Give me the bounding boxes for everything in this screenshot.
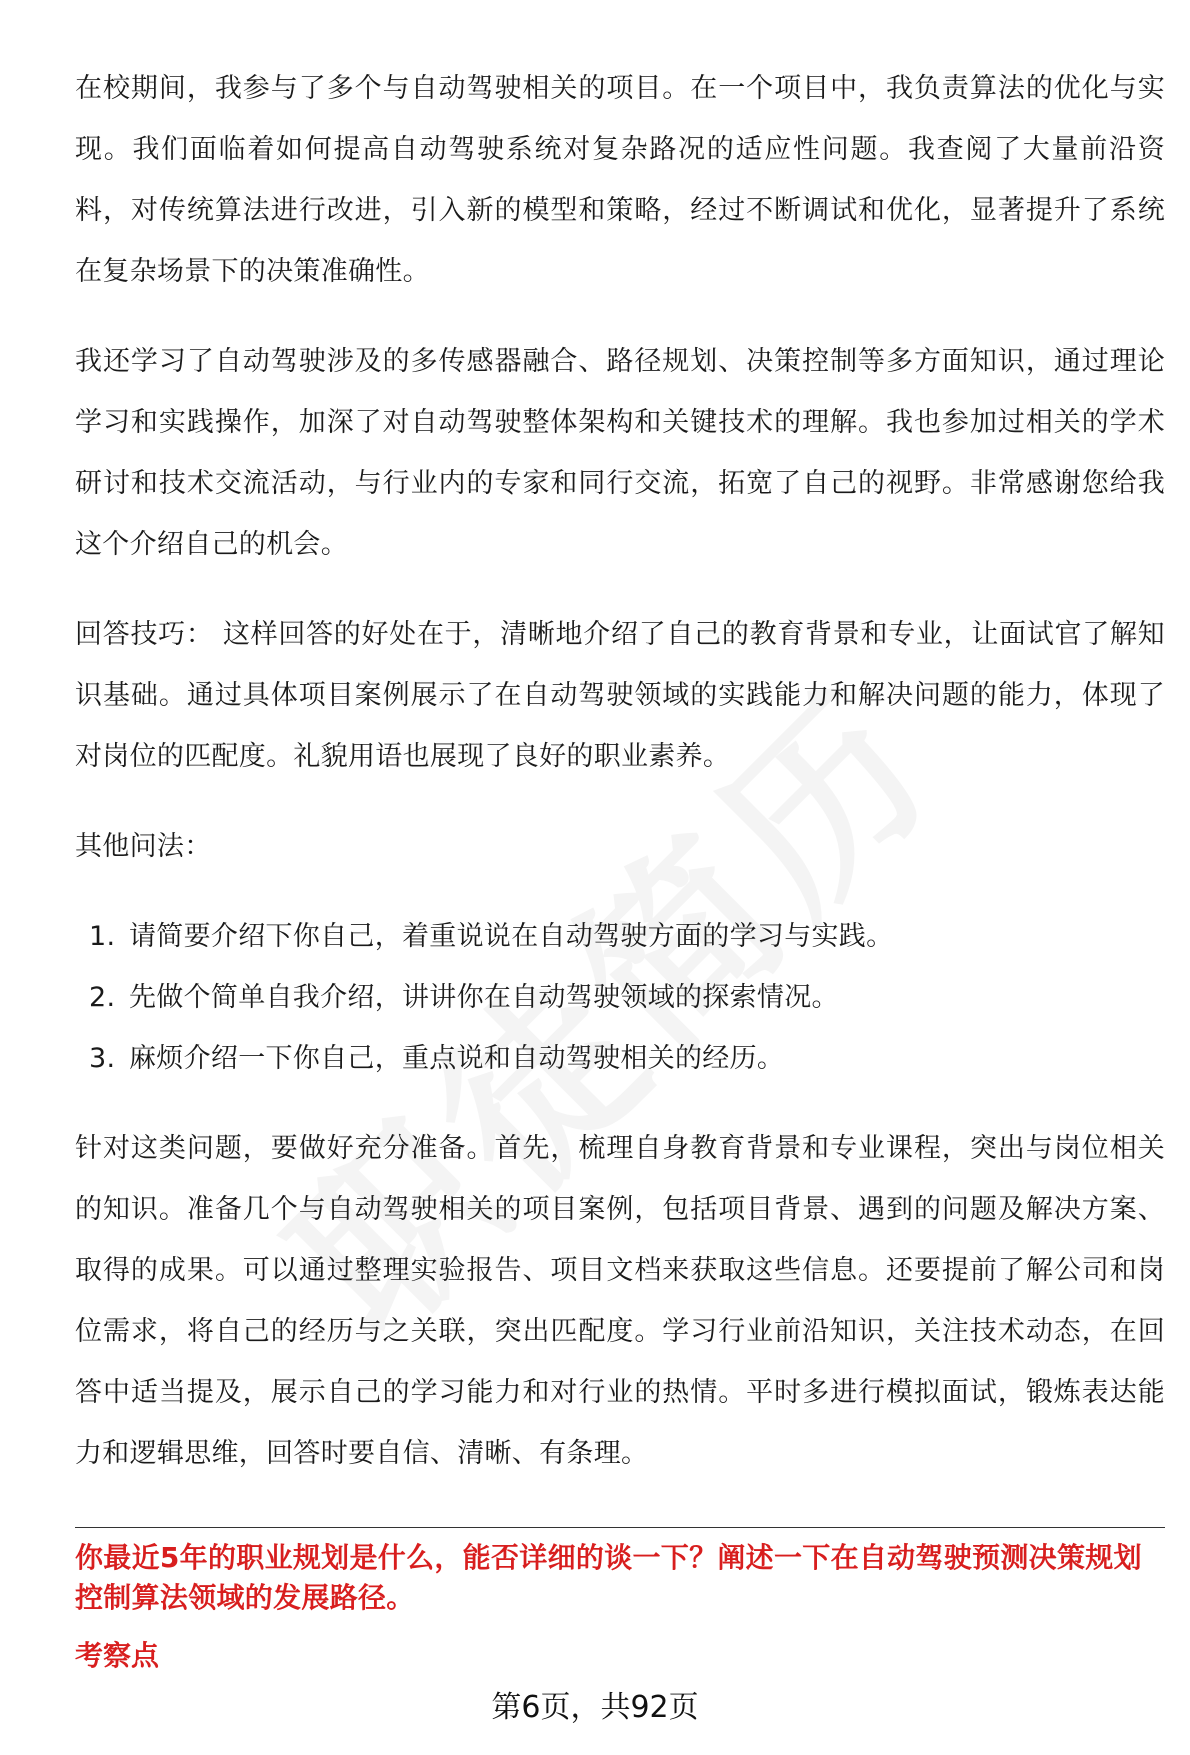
paragraph-answer-tips: 回答技巧： 这样回答的好处在于，清晰地介绍了自己的教育背景和专业，让面试官了解知识基础。通过具体项目案例展示了在自动驾驶领域的实践能力和解决问题的能力，体现了对岗位的匹配度。礼貌用语也展现了良好的职业素养。 <box>75 619 1165 772</box>
page-number: 第6页，共92页 <box>491 1690 699 1725</box>
list-item <box>75 906 1165 967</box>
other-questions-list <box>75 906 1165 1089</box>
list-item <box>75 967 1165 1028</box>
list-text: 麻烦介绍一下你自己，重点说和自动驾驶相关的经历。 <box>129 1043 785 1074</box>
list-text: 先做个简单自我介绍，讲讲你在自动驾驶领域的探索情况。 <box>129 982 839 1013</box>
list-text: 请简要介绍下你自己，着重说说在自动驾驶方面的学习与实践。 <box>129 921 894 952</box>
page-content <box>75 58 1165 1513</box>
list-item <box>75 1028 1165 1089</box>
list-number: 3. <box>89 1043 116 1074</box>
paragraph-knowledge: 我还学习了自动驾驶涉及的多传感器融合、路径规划、决策控制等多方面知识，通过理论学习和实践操作，加深了对自动驾驶整体架构和关键技术的理解。我也参加过相关的学术研讨和技术交流活动，与行业内的专家和同行交流，拓宽了自己的视野。非常感谢您给我这个介绍自己的机会。 <box>75 346 1165 560</box>
next-question-subheading: 考察点 <box>75 1639 160 1672</box>
section-divider <box>75 1527 1165 1528</box>
other-questions-heading: 其他问法： <box>75 831 212 862</box>
paragraph-preparation: 针对这类问题，要做好充分准备。首先，梳理自身教育背景和专业课程，突出与岗位相关的知识。准备几个与自动驾驶相关的项目案例，包括项目背景、遇到的问题及解决方案、取得的成果。可以通过整理实验报告、项目文档来获取这些信息。还要提前了解公司和岗位需求，将自己的经历与之关联，突出匹配度。学习行业前沿知识，关注技术动态，在回答中适当提及，展示自己的学习能力和对行业的热情。平时多进行模拟面试，锻炼表达能力和逻辑思维，回答时要自信、清晰、有条理。 <box>75 1133 1165 1469</box>
paragraph-project-experience: 在校期间，我参与了多个与自动驾驶相关的项目。在一个项目中，我负责算法的优化与实现。我们面临着如何提高自动驾驶系统对复杂路况的适应性问题。我查阅了大量前沿资料，对传统算法进行改进，引入新的模型和策略，经过不断调试和优化，显著提升了系统在复杂场景下的决策准确性。 <box>75 73 1165 287</box>
next-question-title: 你最近5年的职业规划是什么，能否详细的谈一下？阐述一下在自动驾驶预测决策规划控制算法领域的发展路径。 <box>75 1541 1142 1614</box>
list-number: 2. <box>89 982 116 1013</box>
list-number: 1. <box>89 921 116 952</box>
